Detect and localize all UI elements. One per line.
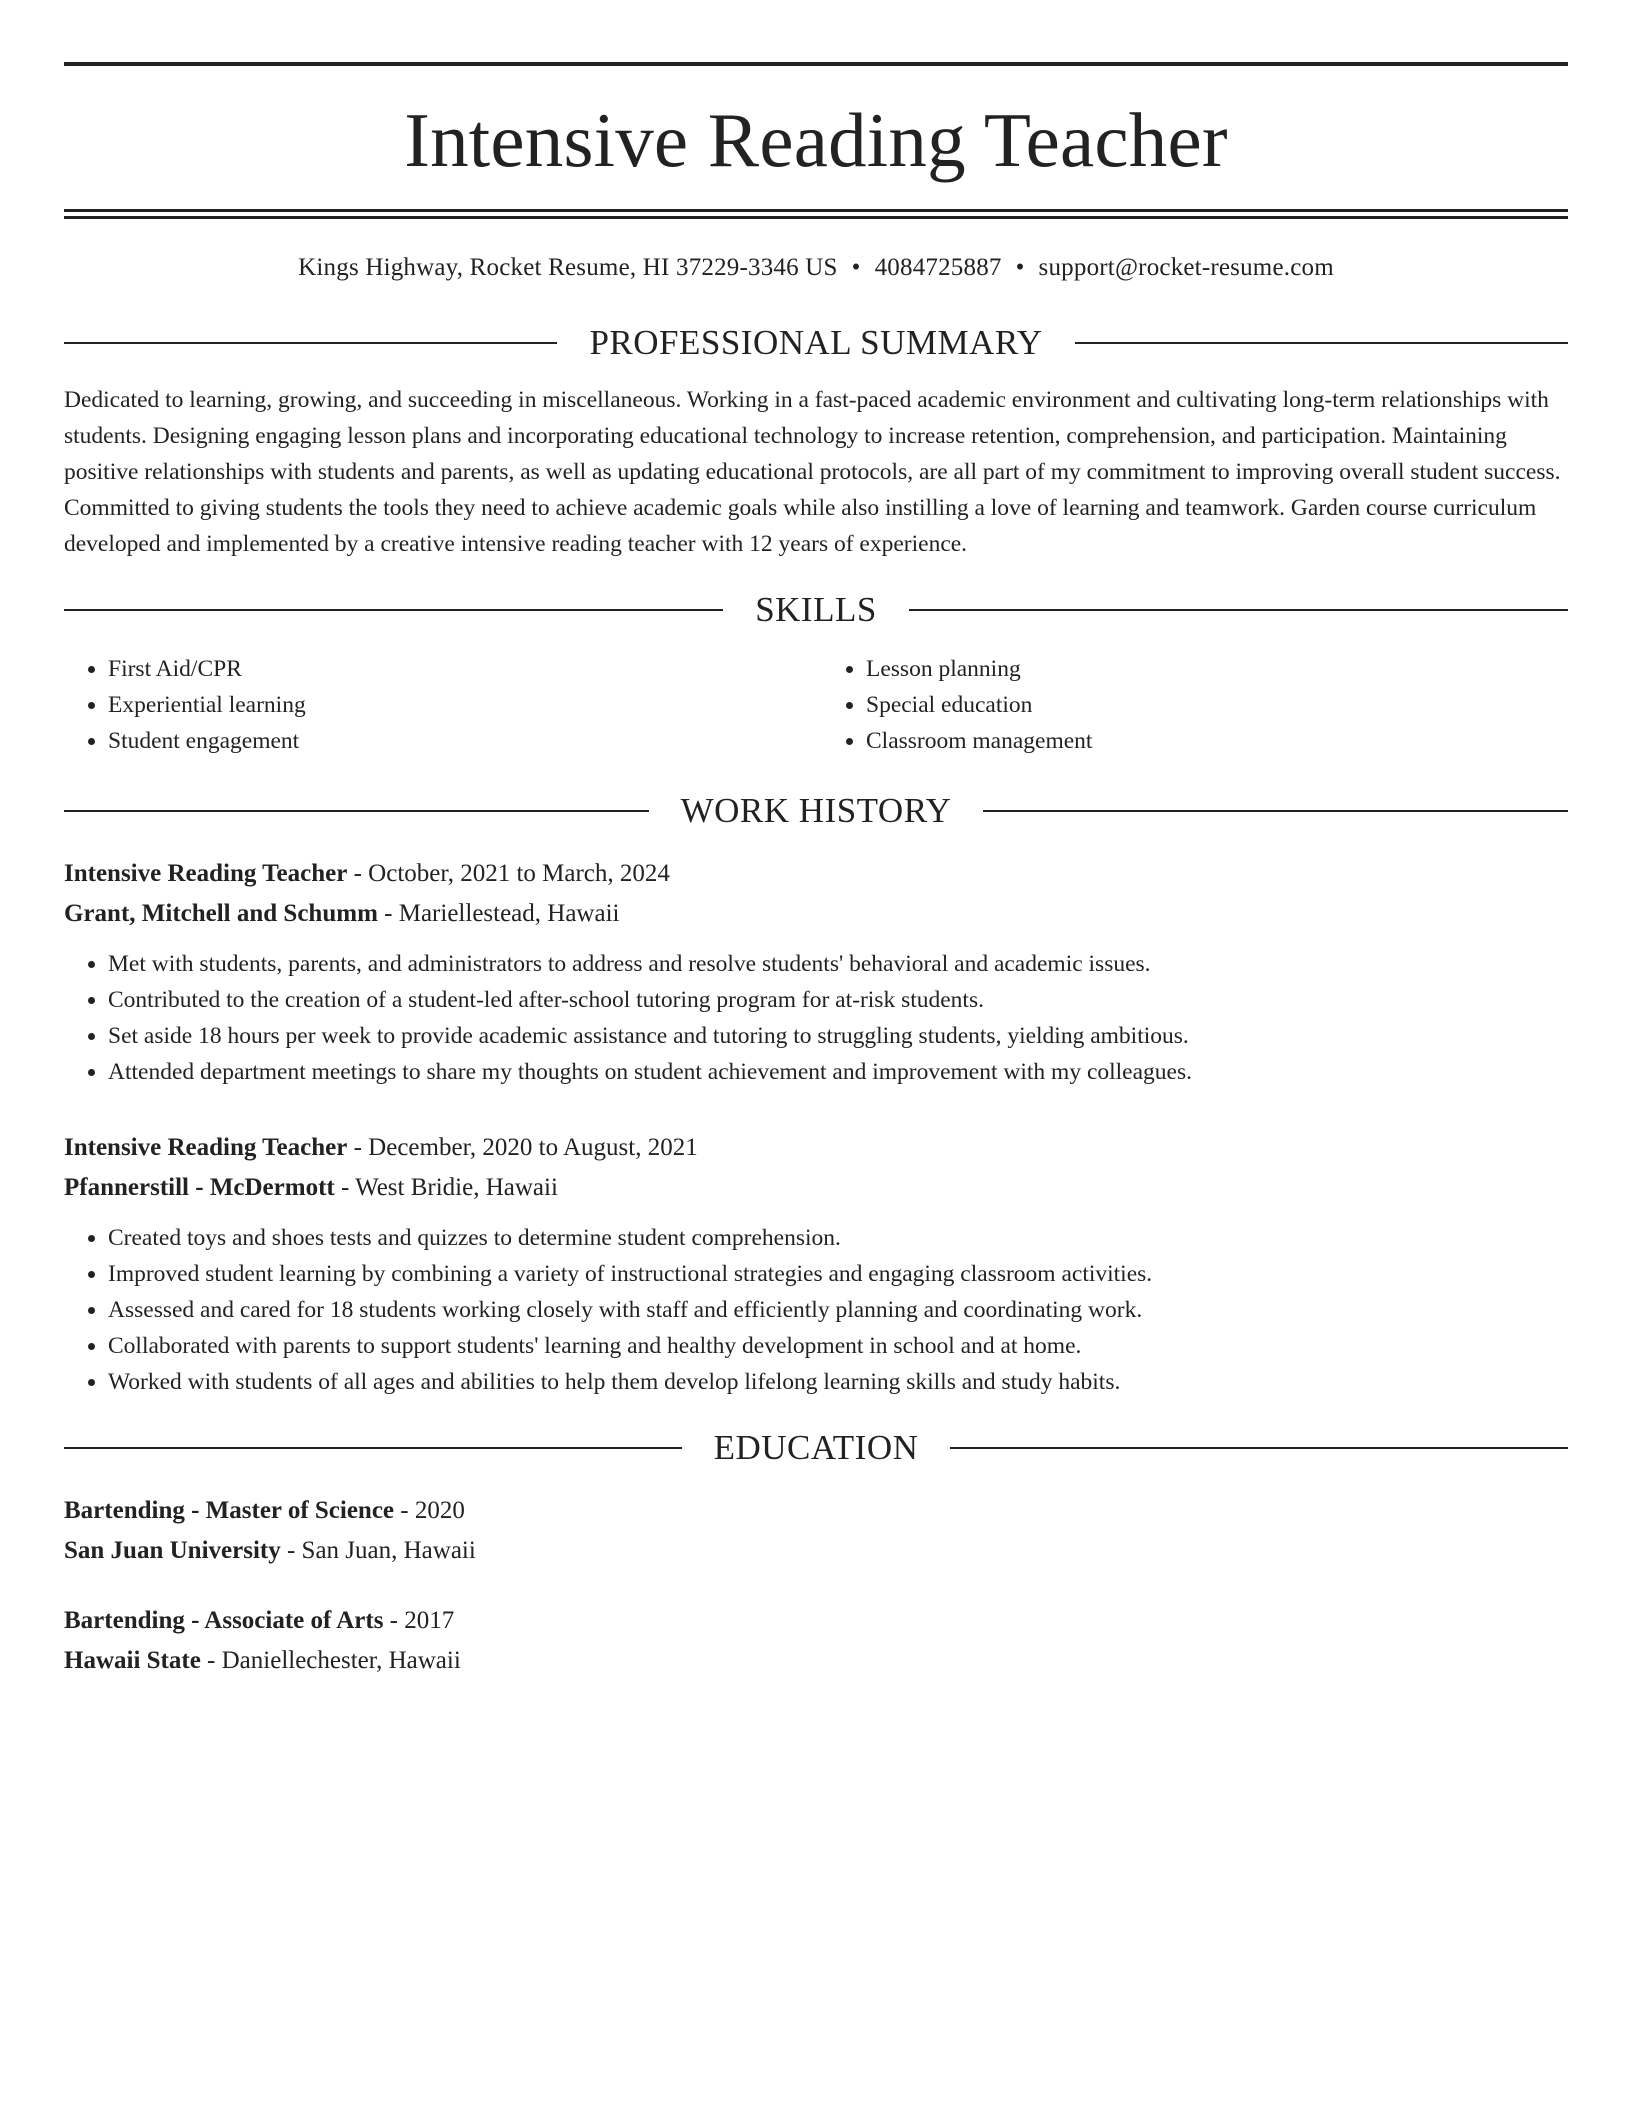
job-title-line [64,854,1568,894]
section-rule-left [64,810,649,812]
education-school-line [64,1641,1568,1681]
section-rule-left [64,609,723,611]
section-header-summary [64,325,1568,360]
education-degree: Bartending - Associate of Arts [64,1607,384,1634]
job-bullet: • Assessed and cared for 18 students working closely with staff and efficiently planning and coordinating work. [108,1292,1568,1328]
education-degree: Bartending - Master of Science [64,1497,395,1524]
section-rule-left [64,342,557,344]
skill-item: • Experiential learning [108,687,810,723]
education-year: - 2020 [394,1497,465,1524]
contact-separator: • [1015,254,1025,281]
job-entry [64,854,1568,1090]
education-entry [64,1491,1568,1571]
summary-text: Dedicated to learning, growing, and succeeding in miscellaneous. Working in a fast-paced academic environment and cultivating long-term relationships with students. Designing engaging lesson plans and incorporating educational technology to increase retention, comprehension, and participation. Maintaining positive relationships with students and parents, as well as updating educational protocols, are all part of my commitment to improving overall student success. Committed to giving students the tools they need to achieve academic goals while also instilling a love of learning and teamwork. Garden course curriculum developed and implemented by a creative intensive reading teacher with 12 years of experience. [64,387,1561,557]
section-title-education: EDUCATION [713,1428,919,1467]
education-degree-line [64,1491,1568,1531]
job-bullets [64,1220,1568,1400]
name-double-rule [64,209,1568,219]
education-entry [64,1601,1568,1681]
job-company: Pfannerstill - McDermott [64,1174,335,1201]
job-bullet: • Attended department meetings to share my thoughts on student achievement and improvement with my colleagues. [108,1054,1568,1090]
job-dates: - December, 2020 to August, 2021 [347,1134,698,1161]
skills-list [64,651,1568,759]
job-company: Grant, Mitchell and Schumm [64,900,378,927]
job-company-line [64,1168,1568,1208]
section-header-skills [64,592,1568,627]
job-bullet: • Set aside 18 hours per week to provide academic assistance and tutoring to struggling students, yielding ambitious. [108,1018,1568,1054]
education-degree-line [64,1601,1568,1641]
education-school: San Juan University [64,1537,281,1564]
section-rule-right [909,609,1568,611]
section-title-summary: PROFESSIONAL SUMMARY [589,323,1043,362]
skill-item: • Lesson planning [866,651,1568,687]
job-dates: - October, 2021 to March, 2024 [347,860,670,887]
education-location: - Daniellechester, Hawaii [200,1647,461,1674]
section-title-skills: SKILLS [755,590,877,629]
section-rule-right [1075,342,1568,344]
job-bullet: • Collaborated with parents to support students' learning and healthy development in school and at home. [108,1328,1568,1364]
section-rule-left [64,1447,682,1449]
skill-item: • Classroom management [866,723,1568,759]
job-title-line [64,1128,1568,1168]
job-bullets [64,946,1568,1090]
job-bullet: • Improved student learning by combining a variety of instructional strategies and engaging classroom activities. [108,1256,1568,1292]
job-company-line [64,894,1568,934]
job-entry [64,1128,1568,1400]
education-school: Hawaii State [64,1647,201,1674]
education-year: - 2017 [383,1607,455,1634]
top-rule [64,62,1568,66]
contact-separator: • [851,254,861,281]
contact-email[interactable]: support@rocket-resume.com [1038,254,1334,281]
resume-name: Intensive Reading Teacher [404,97,1228,183]
contact-line [64,253,1568,283]
section-rule-right [983,810,1568,812]
skill-item: • Special education [866,687,1568,723]
job-bullet: • Worked with students of all ages and abilities to help them develop lifelong learning skills and study habits. [108,1364,1568,1400]
section-header-education [64,1430,1568,1465]
section-rule-right [950,1447,1568,1449]
job-location: - Mariellestead, Hawaii [377,900,620,927]
job-bullet: • Met with students, parents, and administrators to address and resolve students' behavioral and academic issues. [108,946,1568,982]
contact-phone[interactable]: 4084725887 [874,254,1002,281]
skill-item: • First Aid/CPR [108,651,810,687]
job-role: Intensive Reading Teacher [64,1134,348,1161]
skill-item: • Student engagement [108,723,810,759]
job-bullet: • Contributed to the creation of a student-led after-school tutoring program for at-risk students. [108,982,1568,1018]
skills-column-right [810,651,1568,759]
section-header-work [64,793,1568,828]
job-bullet: • Created toys and shoes tests and quizzes to determine student comprehension. [108,1220,1568,1256]
section-title-work: WORK HISTORY [680,791,952,830]
education-school-line [64,1531,1568,1571]
job-location: - West Bridie, Hawaii [334,1174,558,1201]
job-role: Intensive Reading Teacher [64,860,348,887]
skills-column-left [64,651,810,759]
education-location: - San Juan, Hawaii [280,1537,476,1564]
contact-address: Kings Highway, Rocket Resume, HI 37229-3346 US [298,254,838,281]
